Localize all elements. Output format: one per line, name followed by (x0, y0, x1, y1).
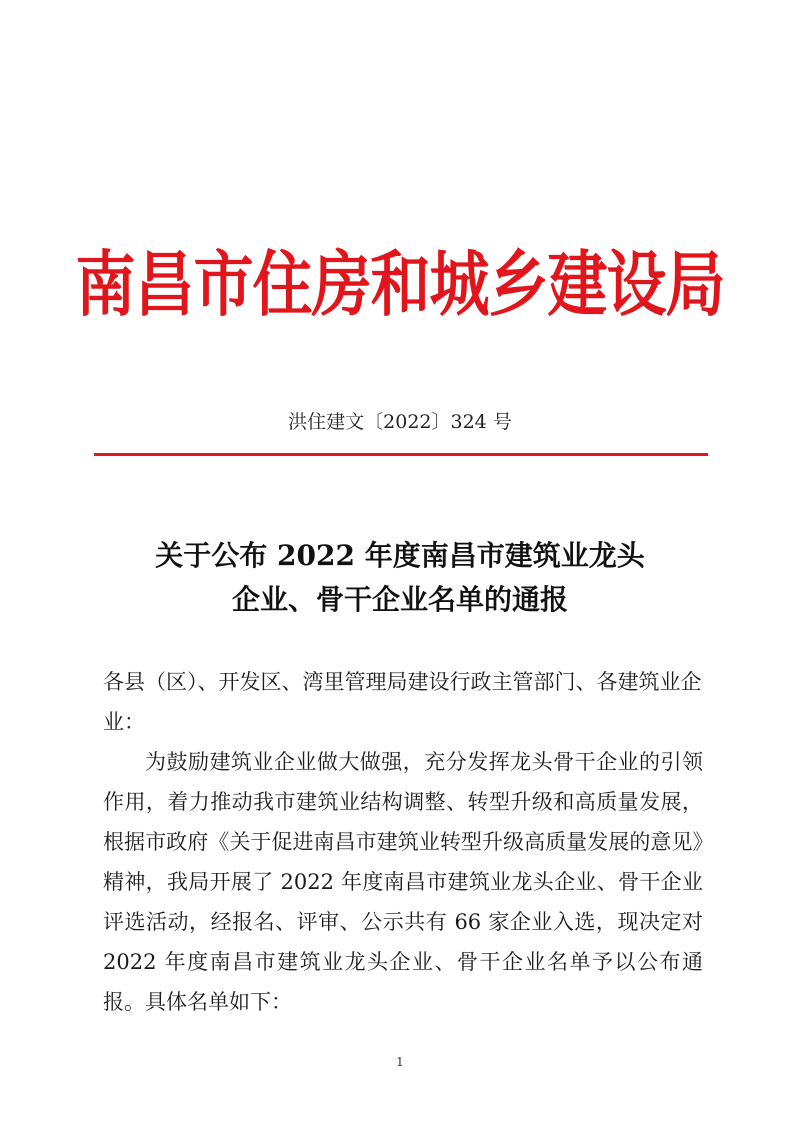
document-title (0, 534, 800, 622)
issuer-masthead: 南昌市住房和城乡建设局 (75, 243, 725, 327)
document-body (103, 662, 703, 1022)
salutation: 各县（区）、开发区、湾里管理局建设行政主管部门、各建筑业企业： (103, 670, 702, 734)
title-line-2: 企业、骨干企业名单的通报 (231, 583, 568, 616)
body-paragraph: 为鼓励建筑业企业做大做强，充分发挥龙头骨干企业的引领作用，着力推动我市建筑业结构调整、转型升级和高质量发展，根据市政府《关于促进南昌市建筑业转型升级高质量发展的意见》精神，我局开展了 2022 年度南昌市建筑业龙头企业、骨干企业评选活动，经报名、评审、公示共有 66 家企业入选，现决定对 2022 年度南昌市建筑业龙头企业、骨干企业名单予以公布通报。具体名单如下： (103, 750, 703, 1014)
title-line-1: 关于公布 2022 年度南昌市建筑业龙头 (155, 539, 645, 572)
red-divider-line (94, 453, 708, 456)
document-number: 洪住建文〔2022〕324 号 (288, 411, 512, 433)
page-number: 1 (396, 1055, 404, 1069)
